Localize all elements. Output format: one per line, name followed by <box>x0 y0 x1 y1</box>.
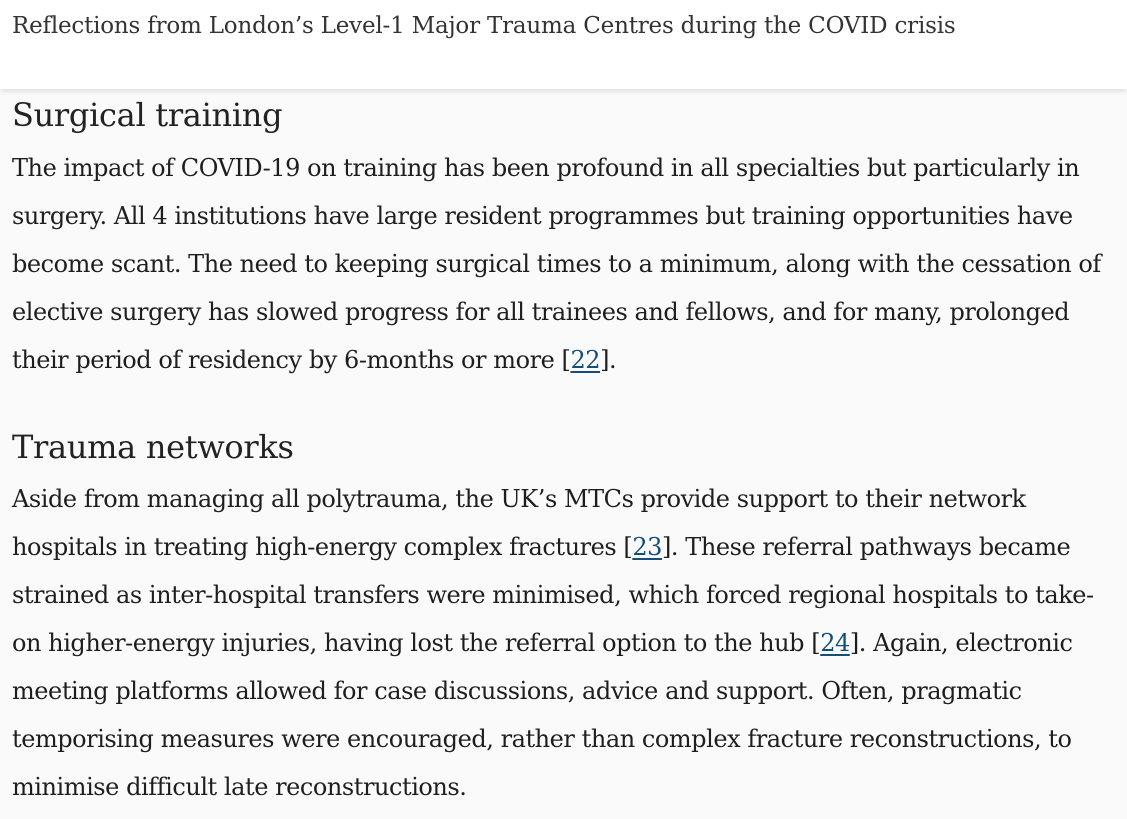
paragraph-line: on higher-energy injuries, having lost the referral option to the hub [ <box>12 629 821 657</box>
paragraph-line: temporising measures were encouraged, rather than complex fracture reconstructions, to <box>12 725 1072 753</box>
article-header-bar <box>0 0 1127 89</box>
paragraph-line: elective surgery has slowed progress for all trainees and fellows, and for many, prolonged <box>12 298 1070 326</box>
reference-link-24[interactable]: 24 <box>820 629 850 657</box>
paragraph-line: The impact of COVID-19 on training has been profound in all specialties but particularly in <box>12 154 1080 182</box>
paragraph-line: hospitals in treating high-energy complex fractures [ <box>12 533 633 561</box>
article-content <box>12 92 1116 811</box>
paragraph-line: surgery. All 4 institutions have large resident programmes but training opportunities have <box>12 202 1073 230</box>
reference-link-23[interactable]: 23 <box>632 533 662 561</box>
article-title: Reflections from London’s Level-1 Major Trauma Centres during the COVID crisis <box>12 13 956 39</box>
paragraph-line: become scant. The need to keeping surgical times to a minimum, along with the cessation of <box>12 250 1101 278</box>
section-paragraph-trauma-networks <box>12 475 1116 811</box>
paragraph-line: minimise difficult late reconstructions. <box>12 773 467 801</box>
section-surgical-training <box>12 94 1116 384</box>
section-trauma-networks <box>12 426 1116 811</box>
paragraph-line: strained as inter-hospital transfers were minimised, which forced regional hospitals to take- <box>12 581 1094 609</box>
paragraph-line-end: ]. Again, electronic <box>849 629 1073 657</box>
section-heading-trauma-networks: Trauma networks <box>12 428 294 466</box>
paragraph-line: their period of residency by 6-months or more [ <box>12 346 571 374</box>
paragraph-line-end: ]. These referral pathways became <box>661 533 1071 561</box>
paragraph-line: meeting platforms allowed for case discussions, advice and support. Often, pragmatic <box>12 677 1022 705</box>
section-heading-surgical-training: Surgical training <box>12 96 283 134</box>
paragraph-line-end: ]. <box>600 346 617 374</box>
paragraph-line: Aside from managing all polytrauma, the UK’s MTCs provide support to their network <box>12 485 1026 513</box>
reference-link-22[interactable]: 22 <box>570 346 601 374</box>
section-paragraph-surgical-training <box>12 144 1116 384</box>
